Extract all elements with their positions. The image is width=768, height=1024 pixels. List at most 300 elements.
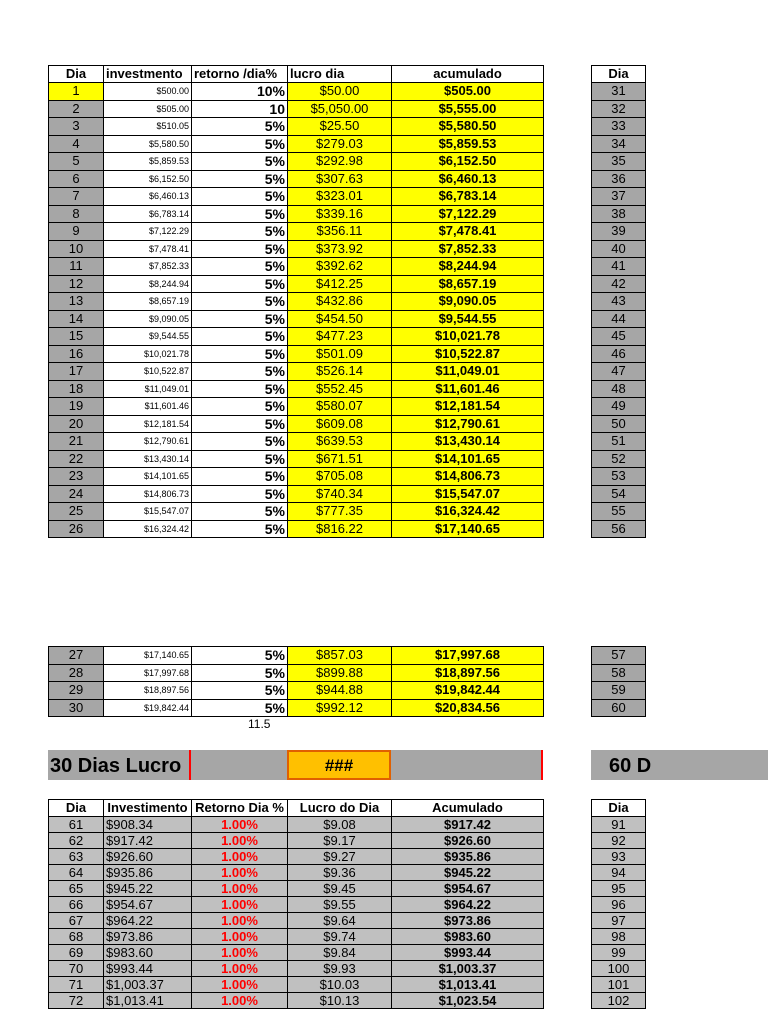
cell-dia[interactable]: 64 <box>49 865 104 881</box>
cell-investmento[interactable]: $13,430.14 <box>104 450 192 468</box>
cell-acumulado[interactable]: $14,806.73 <box>392 468 544 486</box>
cell-retorno[interactable]: 5% <box>192 380 288 398</box>
cell-dia[interactable]: 65 <box>49 881 104 897</box>
cell-acumulado[interactable]: $8,244.94 <box>392 258 544 276</box>
cell-dia[interactable]: 35 <box>592 153 646 171</box>
cell-dia[interactable]: 33 <box>592 118 646 136</box>
cell-lucro[interactable]: $50.00 <box>288 83 392 101</box>
cell-acumulado[interactable]: $964.22 <box>392 897 544 913</box>
cell-dia[interactable]: 37 <box>592 188 646 206</box>
cell-retorno[interactable]: 5% <box>192 485 288 503</box>
cell-lucro[interactable]: $944.88 <box>288 682 392 700</box>
table-row <box>49 380 544 398</box>
cell-retorno-dia[interactable]: 1.00% <box>192 945 288 961</box>
cell-acumulado[interactable]: $6,783.14 <box>392 188 544 206</box>
cell-retorno[interactable]: 10 <box>192 100 288 118</box>
cell-retorno-dia[interactable]: 1.00% <box>192 977 288 993</box>
cell-lucro[interactable]: $580.07 <box>288 398 392 416</box>
cell-acumulado[interactable]: $954.67 <box>392 881 544 897</box>
cell-dia[interactable]: 46 <box>592 345 646 363</box>
table-row <box>49 118 544 136</box>
cell-lucro[interactable]: $292.98 <box>288 153 392 171</box>
cell-investimento[interactable]: $1,003.37 <box>104 977 192 993</box>
cell-dia[interactable]: 92 <box>592 833 646 849</box>
cell-dia[interactable]: 50 <box>592 415 646 433</box>
cell-acumulado[interactable]: $10,522.87 <box>392 345 544 363</box>
cell-dia[interactable]: 69 <box>49 945 104 961</box>
cell-retorno[interactable]: 5% <box>192 468 288 486</box>
cell-dia[interactable]: 3 <box>49 118 104 136</box>
cell-lucro[interactable]: $526.14 <box>288 363 392 381</box>
table-row <box>49 897 544 913</box>
cell-acumulado[interactable]: $993.44 <box>392 945 544 961</box>
cell-investmento[interactable]: $11,049.01 <box>104 380 192 398</box>
cell-lucro[interactable]: $992.12 <box>288 699 392 717</box>
cell-retorno[interactable]: 5% <box>192 433 288 451</box>
cell-acumulado[interactable]: $1,003.37 <box>392 961 544 977</box>
cell-dia[interactable]: 56 <box>592 520 646 538</box>
cell-investimento[interactable]: $973.86 <box>104 929 192 945</box>
cell-acumulado[interactable]: $1,013.41 <box>392 977 544 993</box>
cell-dia[interactable]: 31 <box>592 83 646 101</box>
cell-dia[interactable]: 100 <box>592 961 646 977</box>
summary-60-dias-label: 60 D <box>591 750 768 780</box>
cell-dia[interactable]: 12 <box>49 275 104 293</box>
cell-dia[interactable]: 7 <box>49 188 104 206</box>
cell-dia[interactable]: 61 <box>49 817 104 833</box>
col-header-investmento: investmento <box>104 66 192 83</box>
cell-investmento[interactable]: $7,122.29 <box>104 223 192 241</box>
cell-acumulado[interactable]: $9,544.55 <box>392 310 544 328</box>
table-row <box>49 153 544 171</box>
cell-lucro[interactable]: $899.88 <box>288 664 392 682</box>
cell-dia[interactable]: 6 <box>49 170 104 188</box>
cell-dia[interactable]: 25 <box>49 503 104 521</box>
cell-investmento[interactable]: $14,806.73 <box>104 485 192 503</box>
cell-lucro[interactable]: $392.62 <box>288 258 392 276</box>
summary-spacer <box>191 750 287 780</box>
table-row <box>49 135 544 153</box>
cell-acumulado[interactable]: $19,842.44 <box>392 682 544 700</box>
cell-acumulado[interactable]: $17,997.68 <box>392 647 544 665</box>
cell-investmento[interactable]: $500.00 <box>104 83 192 101</box>
cell-retorno[interactable]: 5% <box>192 647 288 665</box>
cell-investimento[interactable]: $954.67 <box>104 897 192 913</box>
cell-dia[interactable]: 4 <box>49 135 104 153</box>
cell-retorno-dia[interactable]: 1.00% <box>192 881 288 897</box>
cell-dia[interactable]: 71 <box>49 977 104 993</box>
cell-dia[interactable]: 13 <box>49 293 104 311</box>
cell-lucro[interactable]: $279.03 <box>288 135 392 153</box>
cell-acumulado[interactable]: $14,101.65 <box>392 450 544 468</box>
cell-retorno[interactable]: 5% <box>192 450 288 468</box>
cell-acumulado[interactable]: $935.86 <box>392 849 544 865</box>
table-row <box>49 328 544 346</box>
cell-acumulado[interactable]: $505.00 <box>392 83 544 101</box>
cell-lucro-do-dia[interactable]: $9.64 <box>288 913 392 929</box>
table-row <box>592 647 646 665</box>
cell-investmento[interactable]: $5,580.50 <box>104 135 192 153</box>
cell-investimento[interactable]: $964.22 <box>104 913 192 929</box>
cell-dia[interactable]: 67 <box>49 913 104 929</box>
cell-investimento[interactable]: $926.60 <box>104 849 192 865</box>
cell-dia[interactable]: 18 <box>49 380 104 398</box>
cell-retorno-dia[interactable]: 1.00% <box>192 913 288 929</box>
cell-acumulado[interactable]: $9,090.05 <box>392 293 544 311</box>
cell-lucro-do-dia[interactable]: $10.03 <box>288 977 392 993</box>
table-row <box>49 647 544 665</box>
cell-dia[interactable]: 101 <box>592 977 646 993</box>
cell-acumulado[interactable]: $11,601.46 <box>392 380 544 398</box>
cell-lucro[interactable]: $356.11 <box>288 223 392 241</box>
cell-dia[interactable]: 99 <box>592 945 646 961</box>
table-row <box>592 503 646 521</box>
cell-acumulado[interactable]: $1,023.54 <box>392 993 544 1009</box>
table-row <box>592 258 646 276</box>
cell-acumulado[interactable]: $5,859.53 <box>392 135 544 153</box>
table-row <box>49 833 544 849</box>
cell-lucro-do-dia[interactable]: $9.84 <box>288 945 392 961</box>
cell-retorno-dia[interactable]: 1.00% <box>192 865 288 881</box>
cell-investmento[interactable]: $19,842.44 <box>104 699 192 717</box>
col-header-acumulado: Acumulado <box>392 800 544 817</box>
cell-dia[interactable]: 17 <box>49 363 104 381</box>
table-row <box>592 345 646 363</box>
cell-dia[interactable]: 19 <box>49 398 104 416</box>
table-row <box>49 83 544 101</box>
cell-investmento[interactable]: $505.00 <box>104 100 192 118</box>
cell-lucro-do-dia[interactable]: $9.27 <box>288 849 392 865</box>
summary-30-dias-label: 30 Dias Lucro <box>48 750 191 780</box>
cell-acumulado[interactable]: $11,049.01 <box>392 363 544 381</box>
table-row <box>49 699 544 717</box>
cell-dia[interactable]: 36 <box>592 170 646 188</box>
table-row <box>592 275 646 293</box>
cell-dia[interactable]: 23 <box>49 468 104 486</box>
cell-dia[interactable]: 11 <box>49 258 104 276</box>
cell-acumulado[interactable]: $13,430.14 <box>392 433 544 451</box>
cell-lucro[interactable]: $339.16 <box>288 205 392 223</box>
cell-lucro[interactable]: $323.01 <box>288 188 392 206</box>
cell-retorno[interactable]: 5% <box>192 153 288 171</box>
table-row <box>592 929 646 945</box>
cell-dia[interactable]: 72 <box>49 993 104 1009</box>
cell-retorno[interactable]: 5% <box>192 223 288 241</box>
cell-investmento[interactable]: $12,790.61 <box>104 433 192 451</box>
cell-lucro-do-dia[interactable]: $9.08 <box>288 817 392 833</box>
cell-lucro[interactable]: $552.45 <box>288 380 392 398</box>
cell-investmento[interactable]: $510.05 <box>104 118 192 136</box>
cell-acumulado[interactable]: $8,657.19 <box>392 275 544 293</box>
cell-dia[interactable]: 93 <box>592 849 646 865</box>
cell-lucro[interactable]: $501.09 <box>288 345 392 363</box>
cell-retorno[interactable]: 5% <box>192 699 288 717</box>
cell-dia[interactable]: 62 <box>49 833 104 849</box>
cell-lucro[interactable]: $777.35 <box>288 503 392 521</box>
cell-retorno-dia[interactable]: 1.00% <box>192 961 288 977</box>
cell-retorno[interactable]: 5% <box>192 345 288 363</box>
cell-dia[interactable]: 91 <box>592 817 646 833</box>
cell-dia[interactable]: 9 <box>49 223 104 241</box>
cell-acumulado[interactable]: $917.42 <box>392 817 544 833</box>
cell-dia[interactable]: 96 <box>592 897 646 913</box>
cell-lucro[interactable]: $477.23 <box>288 328 392 346</box>
cell-retorno[interactable]: 5% <box>192 118 288 136</box>
cell-dia[interactable]: 97 <box>592 913 646 929</box>
cell-acumulado[interactable]: $16,324.42 <box>392 503 544 521</box>
cell-lucro[interactable]: $609.08 <box>288 415 392 433</box>
cell-investmento[interactable]: $9,544.55 <box>104 328 192 346</box>
table-row <box>592 913 646 929</box>
cell-retorno[interactable]: 5% <box>192 363 288 381</box>
cell-investmento[interactable]: $6,783.14 <box>104 205 192 223</box>
cell-investimento[interactable]: $1,013.41 <box>104 993 192 1009</box>
cell-retorno[interactable]: 5% <box>192 310 288 328</box>
cell-dia[interactable]: 45 <box>592 328 646 346</box>
cell-retorno-dia[interactable]: 1.00% <box>192 833 288 849</box>
col-header-retorno-dia: Retorno Dia % <box>192 800 288 817</box>
cell-dia[interactable]: 42 <box>592 275 646 293</box>
table-row <box>592 897 646 913</box>
cell-retorno-dia[interactable]: 1.00% <box>192 849 288 865</box>
cell-retorno[interactable]: 5% <box>192 205 288 223</box>
cell-acumulado[interactable]: $983.60 <box>392 929 544 945</box>
cell-retorno[interactable]: 10% <box>192 83 288 101</box>
cell-investmento[interactable]: $10,021.78 <box>104 345 192 363</box>
cell-acumulado[interactable]: $15,547.07 <box>392 485 544 503</box>
cell-dia[interactable]: 44 <box>592 310 646 328</box>
table-row <box>49 945 544 961</box>
cell-investmento[interactable]: $17,140.65 <box>104 647 192 665</box>
cell-acumulado[interactable]: $7,478.41 <box>392 223 544 241</box>
table-row <box>49 100 544 118</box>
cell-retorno[interactable]: 5% <box>192 293 288 311</box>
cell-dia[interactable]: 58 <box>592 664 646 682</box>
cell-dia[interactable]: 32 <box>592 100 646 118</box>
cell-dia[interactable]: 14 <box>49 310 104 328</box>
cell-dia[interactable]: 34 <box>592 135 646 153</box>
cell-retorno[interactable]: 5% <box>192 170 288 188</box>
cell-investmento[interactable]: $18,897.56 <box>104 682 192 700</box>
cell-investmento[interactable]: $15,547.07 <box>104 503 192 521</box>
cell-lucro[interactable]: $857.03 <box>288 647 392 665</box>
cell-investmento[interactable]: $11,601.46 <box>104 398 192 416</box>
table-row <box>592 433 646 451</box>
cell-dia[interactable]: 26 <box>49 520 104 538</box>
cell-dia[interactable]: 49 <box>592 398 646 416</box>
cell-dia[interactable]: 21 <box>49 433 104 451</box>
cell-retorno[interactable]: 5% <box>192 135 288 153</box>
cell-retorno-dia[interactable]: 1.00% <box>192 897 288 913</box>
cell-lucro-do-dia[interactable]: $10.13 <box>288 993 392 1009</box>
cell-retorno-dia[interactable]: 1.00% <box>192 993 288 1009</box>
cell-retorno[interactable]: 5% <box>192 415 288 433</box>
cell-dia[interactable]: 94 <box>592 865 646 881</box>
table-row <box>592 699 646 717</box>
cell-lucro[interactable]: $671.51 <box>288 450 392 468</box>
cell-lucro-do-dia[interactable]: $9.17 <box>288 833 392 849</box>
cell-retorno-dia[interactable]: 1.00% <box>192 817 288 833</box>
cell-lucro[interactable]: $705.08 <box>288 468 392 486</box>
cell-dia[interactable]: 57 <box>592 647 646 665</box>
cell-dia[interactable]: 43 <box>592 293 646 311</box>
cell-dia[interactable]: 16 <box>49 345 104 363</box>
cell-retorno[interactable]: 5% <box>192 664 288 682</box>
cell-retorno[interactable]: 5% <box>192 275 288 293</box>
table-row <box>592 363 646 381</box>
cell-investmento[interactable]: $9,090.05 <box>104 310 192 328</box>
cell-dia[interactable]: 15 <box>49 328 104 346</box>
cell-investmento[interactable]: $10,522.87 <box>104 363 192 381</box>
cell-acumulado[interactable]: $12,790.61 <box>392 415 544 433</box>
cell-dia[interactable]: 41 <box>592 258 646 276</box>
cell-lucro[interactable]: $740.34 <box>288 485 392 503</box>
cell-retorno[interactable]: 5% <box>192 258 288 276</box>
cell-dia[interactable]: 60 <box>592 699 646 717</box>
cell-dia[interactable]: 52 <box>592 450 646 468</box>
cell-dia[interactable]: 66 <box>49 897 104 913</box>
cell-acumulado[interactable]: $18,897.56 <box>392 664 544 682</box>
table-row <box>49 849 544 865</box>
cell-investimento[interactable]: $917.42 <box>104 833 192 849</box>
cell-dia[interactable]: 54 <box>592 485 646 503</box>
cell-acumulado[interactable]: $5,580.50 <box>392 118 544 136</box>
cell-dia[interactable]: 59 <box>592 682 646 700</box>
cell-lucro[interactable]: $25.50 <box>288 118 392 136</box>
cell-retorno[interactable]: 5% <box>192 328 288 346</box>
cell-dia[interactable]: 51 <box>592 433 646 451</box>
cell-acumulado[interactable]: $12,181.54 <box>392 398 544 416</box>
cell-investmento[interactable]: $5,859.53 <box>104 153 192 171</box>
cell-lucro[interactable]: $454.50 <box>288 310 392 328</box>
table-row <box>49 223 544 241</box>
cell-dia[interactable]: 38 <box>592 205 646 223</box>
cell-dia[interactable]: 10 <box>49 240 104 258</box>
cell-investmento[interactable]: $14,101.65 <box>104 468 192 486</box>
cell-dia[interactable]: 98 <box>592 929 646 945</box>
cell-acumulado[interactable]: $20,834.56 <box>392 699 544 717</box>
cell-investmento[interactable]: $6,460.13 <box>104 188 192 206</box>
cell-retorno[interactable]: 5% <box>192 503 288 521</box>
cell-investmento[interactable]: $7,478.41 <box>104 240 192 258</box>
cell-acumulado[interactable]: $6,152.50 <box>392 153 544 171</box>
cell-retorno[interactable]: 5% <box>192 520 288 538</box>
table-row <box>49 205 544 223</box>
cell-lucro-do-dia[interactable]: $9.93 <box>288 961 392 977</box>
cell-lucro[interactable]: $373.92 <box>288 240 392 258</box>
table-row <box>592 945 646 961</box>
cell-investmento[interactable]: $8,244.94 <box>104 275 192 293</box>
cell-investimento[interactable]: $908.34 <box>104 817 192 833</box>
cell-lucro-do-dia[interactable]: $9.74 <box>288 929 392 945</box>
cell-dia[interactable]: 70 <box>49 961 104 977</box>
cell-investmento[interactable]: $16,324.42 <box>104 520 192 538</box>
table-row <box>592 223 646 241</box>
cell-investimento[interactable]: $945.22 <box>104 881 192 897</box>
cell-acumulado[interactable]: $6,460.13 <box>392 170 544 188</box>
cell-acumulado[interactable]: $5,555.00 <box>392 100 544 118</box>
cell-acumulado[interactable]: $7,122.29 <box>392 205 544 223</box>
cell-dia[interactable]: 39 <box>592 223 646 241</box>
cell-lucro[interactable]: $816.22 <box>288 520 392 538</box>
cell-lucro-do-dia[interactable]: $9.45 <box>288 881 392 897</box>
cell-retorno[interactable]: 5% <box>192 682 288 700</box>
cell-dia[interactable]: 63 <box>49 849 104 865</box>
cell-retorno-dia[interactable]: 1.00% <box>192 929 288 945</box>
cell-lucro[interactable]: $432.86 <box>288 293 392 311</box>
cell-dia[interactable]: 40 <box>592 240 646 258</box>
table-row <box>592 977 646 993</box>
cell-retorno[interactable]: 5% <box>192 240 288 258</box>
cell-investimento[interactable]: $993.44 <box>104 961 192 977</box>
cell-acumulado[interactable]: $945.22 <box>392 865 544 881</box>
cell-lucro[interactable]: $639.53 <box>288 433 392 451</box>
cell-investmento[interactable]: $7,852.33 <box>104 258 192 276</box>
cell-retorno[interactable]: 5% <box>192 188 288 206</box>
cell-lucro-do-dia[interactable]: $9.36 <box>288 865 392 881</box>
cell-investimento[interactable]: $935.86 <box>104 865 192 881</box>
col-header-investimento: Investimento <box>104 800 192 817</box>
table-row <box>49 468 544 486</box>
table-row <box>49 310 544 328</box>
table-row <box>49 881 544 897</box>
cell-investmento[interactable]: $17,997.68 <box>104 664 192 682</box>
cell-acumulado[interactable]: $973.86 <box>392 913 544 929</box>
cell-retorno[interactable]: 5% <box>192 398 288 416</box>
col-header-dia: Dia <box>49 800 104 817</box>
cell-lucro[interactable]: $5,050.00 <box>288 100 392 118</box>
cell-dia[interactable]: 1 <box>49 83 104 101</box>
cell-investimento[interactable]: $983.60 <box>104 945 192 961</box>
cell-dia[interactable]: 8 <box>49 205 104 223</box>
cell-dia[interactable]: 22 <box>49 450 104 468</box>
cell-lucro[interactable]: $412.25 <box>288 275 392 293</box>
cell-dia[interactable]: 30 <box>49 699 104 717</box>
cell-acumulado[interactable]: $10,021.78 <box>392 328 544 346</box>
cell-dia[interactable]: 2 <box>49 100 104 118</box>
cell-dia[interactable]: 47 <box>592 363 646 381</box>
cell-dia[interactable]: 20 <box>49 415 104 433</box>
table-days-61-72 <box>48 799 544 1009</box>
cell-dia[interactable]: 68 <box>49 929 104 945</box>
side-table-days-91-102 <box>591 799 646 1009</box>
cell-acumulado[interactable]: $926.60 <box>392 833 544 849</box>
table-row <box>49 345 544 363</box>
cell-dia[interactable]: 95 <box>592 881 646 897</box>
table-row <box>592 664 646 682</box>
cell-dia[interactable]: 55 <box>592 503 646 521</box>
cell-dia[interactable]: 48 <box>592 380 646 398</box>
cell-investmento[interactable]: $8,657.19 <box>104 293 192 311</box>
cell-dia[interactable]: 28 <box>49 664 104 682</box>
summary-value-cell[interactable]: ### <box>287 750 391 780</box>
cell-investmento[interactable]: $6,152.50 <box>104 170 192 188</box>
cell-acumulado[interactable]: $7,852.33 <box>392 240 544 258</box>
cell-dia[interactable]: 29 <box>49 682 104 700</box>
cell-dia[interactable]: 27 <box>49 647 104 665</box>
table-row <box>592 849 646 865</box>
cell-lucro[interactable]: $307.63 <box>288 170 392 188</box>
cell-investmento[interactable]: $12,181.54 <box>104 415 192 433</box>
cell-lucro-do-dia[interactable]: $9.55 <box>288 897 392 913</box>
cell-acumulado[interactable]: $17,140.65 <box>392 520 544 538</box>
table-row <box>49 520 544 538</box>
cell-dia[interactable]: 24 <box>49 485 104 503</box>
cell-dia[interactable]: 5 <box>49 153 104 171</box>
table-row <box>592 380 646 398</box>
cell-dia[interactable]: 102 <box>592 993 646 1009</box>
cell-dia[interactable]: 53 <box>592 468 646 486</box>
